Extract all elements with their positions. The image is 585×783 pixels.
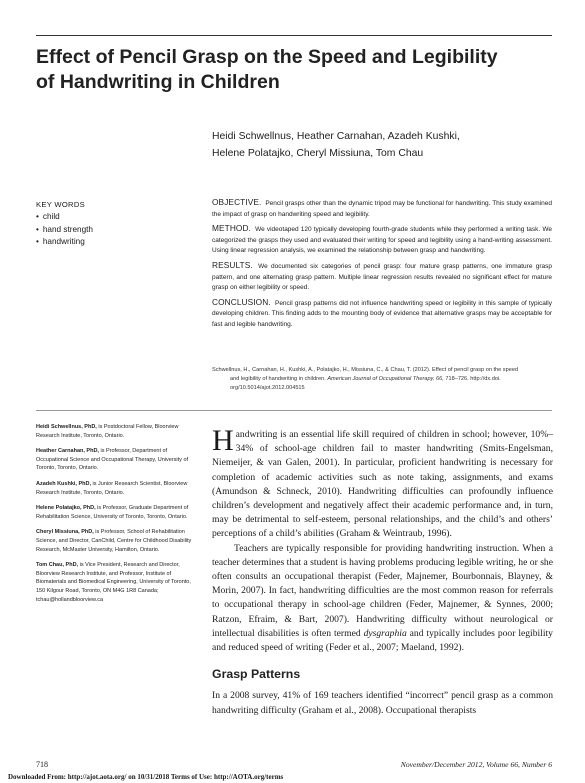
citation-doi: org/10.5014/ajot.2012.004515 [230,385,305,392]
objective-heading: OBJECTIVE. [212,197,262,207]
paragraph-text: andwriting is an essential life skill required of children in school; however, 10%–34% of school-age children fail to master handwriting (Smits-Engelsman, Niemeijer, & van Galen, 2001). In particular, proficient handwriting is necessary for completion of academic activities such as note taking, assignments, and exams (Amundson & Schneck, 2010). Handwriting difficulties can profoundly influence children’s development and negatively affect their academic performance and, in turn, may be detrimental to self-esteem, personal relationships, and the child’s and others’ perceptions of a child’s abilities (Graham & Weintraub, 1996). [212,429,553,540]
article-body [212,424,553,718]
body-paragraph-3: In a 2008 survey, 41% of 169 teachers identified “incorrect” pencil grasp as a common handwriting difficulty (Graham et al., 2008). Occupational therapists [212,690,553,716]
bio-name: Azadeh Kushki, PhD, [36,480,92,487]
abstract-objective [212,197,552,220]
results-heading: RESULTS. [212,259,253,270]
abstract [212,197,552,334]
citation-journal: American Journal of Occupational Therapy, 66, [327,376,444,383]
author-bio [36,447,196,473]
author-bio [36,504,196,521]
bio-name: Helene Polatajko, PhD, [36,505,96,512]
author-bio [36,528,196,554]
method-heading: METHOD. [212,223,251,234]
citation-line-1: Schwellnus, H., Carnahan, H., Kushki, A., Polatajko, H., Missiuna, C., & Chau, T. (2012). Effect of pencil grasp on the speed [212,367,519,373]
emphasis-term: dysgraphia [363,627,407,639]
abstract-results [212,260,552,294]
abstract-method [212,223,552,257]
citation-line-2 [212,375,552,384]
issue-info: November/December 2012, Volume 66, Number 6 [400,760,552,769]
drop-cap: H [212,424,234,457]
keywords-heading: KEY WORDS [36,200,85,209]
bio-text: is Postdoctoral Fellow, Bloorview Research Institute, Toronto, Ontario. [36,424,179,439]
author-bio [36,480,196,497]
objective-text: Pencil grasps other than the dynamic tripod may be functional for handwriting. This study examined the impact of grasp on handwriting speed and legibility. [212,200,552,218]
bio-name: Heidi Schwellnus, PhD, [36,424,97,430]
citation [212,366,552,394]
abstract-conclusion [212,297,552,331]
bio-text: is Vice President, Research and Director, Bloorview Research Institute, and Professor, Institute of Biomaterials and Biomedical Engineering, University of Toronto, 150 Kilgour Road, Toronto, ON M4G 1R8 Canada; tchau@hollandbloorview.ca [36,562,191,603]
section-divider [36,410,552,411]
paragraph-text: and typically includes poor legibility and reduced speed of writing (Feder et al., 2007; Maeland, 1992). [212,627,553,654]
bio-name: Heather Carnahan, PhD, [36,448,99,455]
conclusion-text: Pencil grasp patterns did not influence handwriting speed or legibility in this sample of typically developing children. This finding adds to the mounting body of evidence that alternative grasps may be acceptable for fast and legible handwriting. [212,299,553,328]
method-text: We videotaped 120 typically developing fourth-grade students while they performed a writing task. We categorized the grasps they used and evaluated their writing for speed and legibility using a hand-writing assessment. Using linear regression analysis, we examined the relationship between grasp and handwriting. [212,226,552,255]
keywords-box [36,199,186,249]
keyword-item: • child [36,211,186,223]
author-bios [36,423,196,611]
keyword-item: • handwriting [36,236,186,248]
article-title [36,45,556,95]
body-paragraph-2 [212,542,553,656]
author-list [212,128,542,162]
bio-name: Cheryl Missiuna, PhD, [36,529,94,536]
keyword-item: • hand strength [36,224,186,236]
bio-name: Tom Chau, PhD, [36,562,79,569]
download-notice: Downloaded From: http://ajot.aota.org/ on 10/31/2018 Terms of Use: http://AOTA.org/terms [8,773,284,781]
keywords-list [36,211,186,248]
bio-text: is Professor, School of Rehabilitation Science, and Director, CanChild, Centre for Childhood Disability Research, McMaster University, Hamilton, Ontario. [36,529,192,553]
bio-text: is Professor, Department of Occupational Science and Occupational Therapy, University of Toronto, Toronto, Ontario. [36,448,189,472]
conclusion-heading: CONCLUSION. [212,296,271,307]
bio-text: is Junior Research Scientist, Bloorview Research Institute, Toronto, Ontario. [36,480,188,496]
title-line-2: of Handwriting in Children [36,71,280,93]
authors-line-2: Helene Polatajko, Cheryl Missiuna, Tom Chau [212,148,424,159]
author-bio [36,423,196,440]
citation-line-2-text: and legibility of handwriting in children. [230,376,328,383]
citation-pages: 718–726. http://dx.doi. [443,376,501,383]
results-text: We documented six categories of pencil grasp: four mature grasp patterns, one immature grasp pattern, and one alternating grasp pattern. Multiple linear regression results revealed no significant effect for mature grasp on either legibility or speed. [212,262,552,292]
authors-line-1: Heidi Schwellnus, Heather Carnahan, Azadeh Kushki, [212,131,460,142]
paragraph-text: Teachers are typically responsible for providing handwriting instruction. When a teacher determines that a student is having problems producing legible writing, he or she often consults an occupational therapist (Feder, Majnemer, Bourbonnais, Blayney, & Morin, 2007). In fact, handwriting difficulties are the most common reason for referrals to occupational therapy in school-age children (Feder, Majnemer, & Synnes, 2000; Ratzon, Efraim, & Bart, 2007). Handwriting difficulty without neurological or intellectual disabilities is often termed [212,542,553,639]
bio-text: is Professor, Graduate Department of Rehabilitation Science, University of Toronto, Toronto, Ontario. [36,505,189,520]
title-line-1: Effect of Pencil Grasp on the Speed and Legibility [36,46,498,68]
body-paragraph-1 [212,424,553,542]
section-heading: Grasp Patterns [212,667,301,682]
author-bio [36,561,196,604]
top-rule [36,35,552,36]
page-number: 718 [36,760,48,769]
